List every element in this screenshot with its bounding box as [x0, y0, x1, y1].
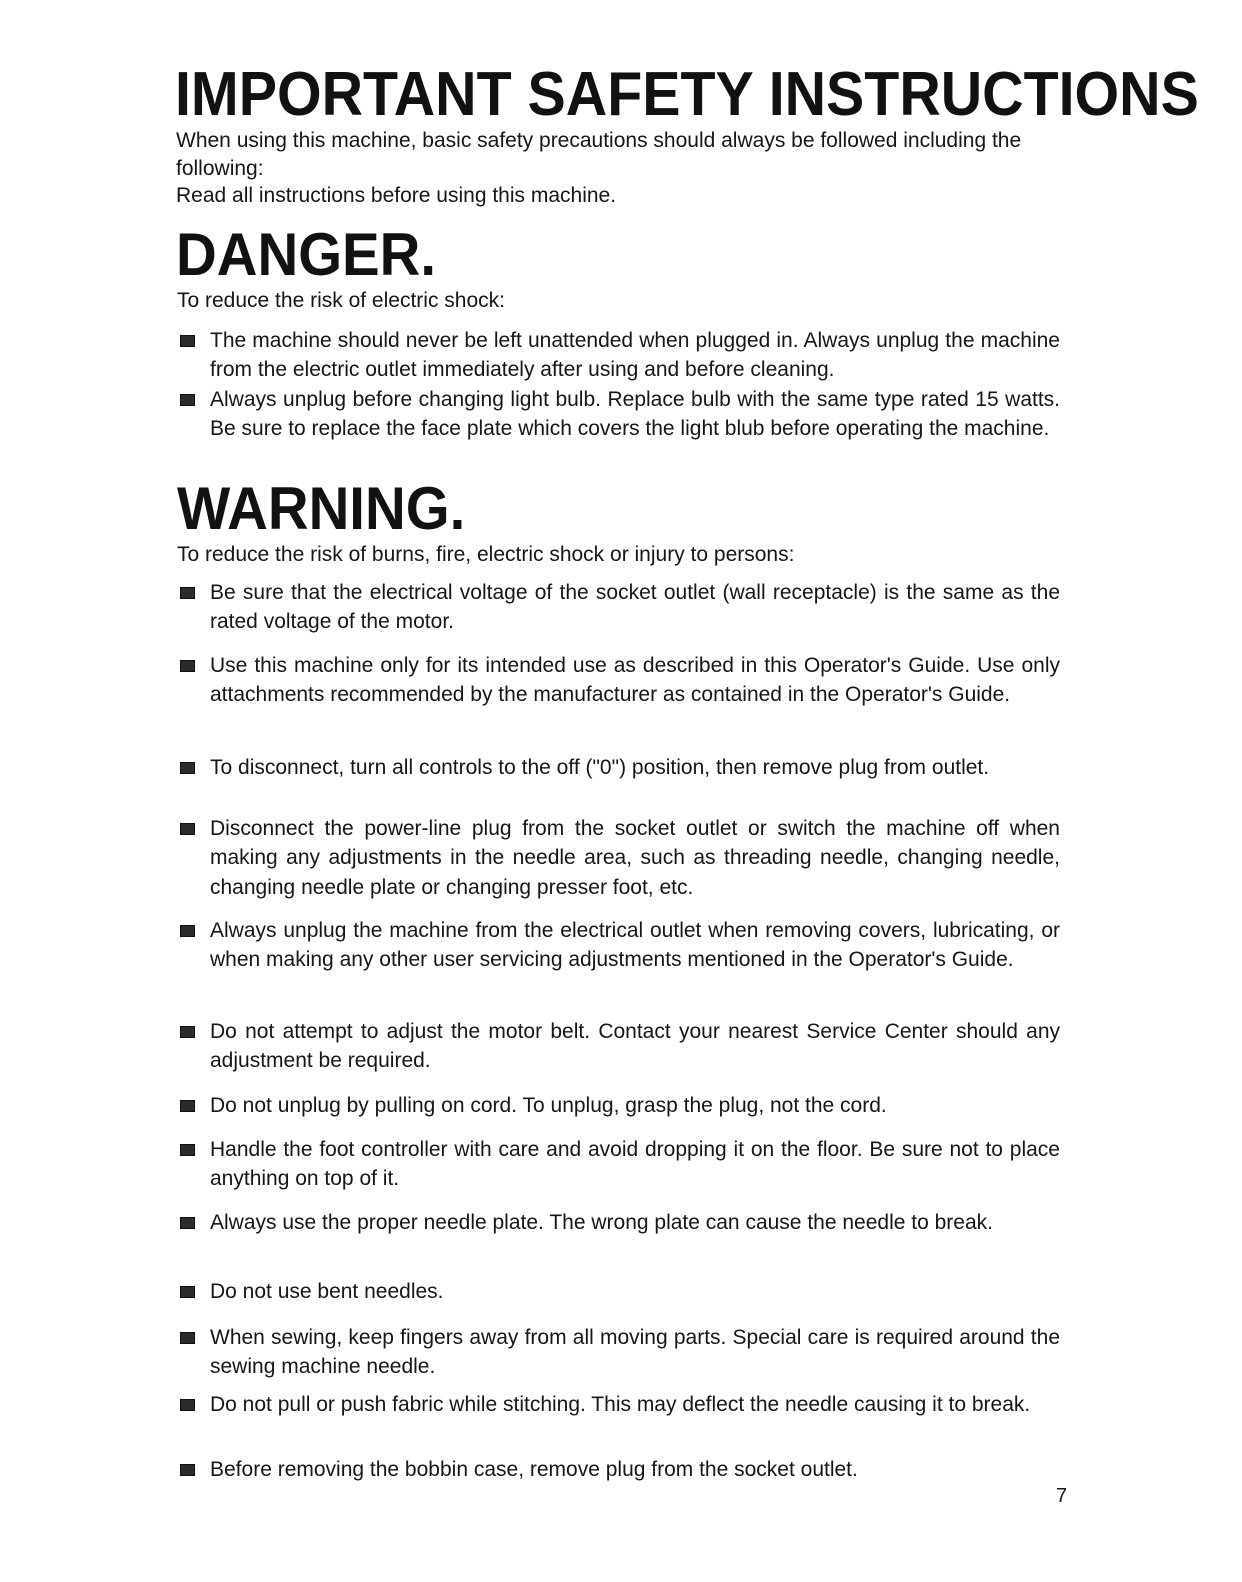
warning-item-text: Do not attempt to adjust the motor belt. Contact your nearest Service Center should any adjustment be required. — [210, 1020, 1060, 1073]
intro-text — [176, 127, 1056, 210]
danger-item — [180, 385, 1060, 444]
warning-item — [180, 916, 1060, 975]
square-bullet-icon — [180, 762, 195, 774]
warning-item — [180, 1017, 1060, 1076]
warning-item — [180, 651, 1060, 710]
warning-item — [180, 578, 1060, 637]
square-bullet-icon — [180, 1286, 195, 1298]
square-bullet-icon — [180, 1464, 195, 1476]
square-bullet-icon — [180, 335, 195, 347]
warning-item-text: Do not unplug by pulling on cord. To unplug, grasp the plug, not the cord. — [210, 1094, 887, 1117]
warning-item-text: Before removing the bobbin case, remove plug from the socket outlet. — [210, 1458, 858, 1481]
warning-item-text: Always unplug the machine from the electrical outlet when removing covers, lubricating, or when making any other user servicing adjustments mentioned in the Operator's Guide. — [210, 919, 1060, 972]
warning-item — [180, 1091, 1060, 1120]
warning-item — [180, 1455, 1060, 1484]
square-bullet-icon — [180, 1144, 195, 1156]
square-bullet-icon — [180, 925, 195, 937]
danger-heading: DANGER. — [176, 221, 437, 288]
warning-item-text: Do not use bent needles. — [210, 1280, 444, 1303]
square-bullet-icon — [180, 660, 195, 672]
intro-line: When using this machine, basic safety precautions should always be followed including the following: — [176, 129, 1022, 180]
warning-item — [180, 1208, 1060, 1237]
warning-item — [180, 1135, 1060, 1194]
warning-item-text: Use this machine only for its intended use as described in this Operator's Guide. Use only attachments recommended by the manufacturer as contained in the Operator's Guide. — [210, 654, 1060, 707]
danger-item — [180, 326, 1060, 385]
warning-item-text: Always use the proper needle plate. The wrong plate can cause the needle to break. — [210, 1211, 993, 1234]
warning-item — [180, 1390, 1060, 1419]
warning-item-text: Do not pull or push fabric while stitching. This may deflect the needle causing it to break. — [210, 1393, 1031, 1416]
warning-item-text: Handle the foot controller with care and avoid dropping it on the floor. Be sure not to place anything on top of it. — [210, 1138, 1060, 1191]
warning-item — [180, 753, 1060, 782]
page-number: 7 — [1056, 1485, 1068, 1507]
square-bullet-icon — [180, 823, 195, 835]
warning-lead: To reduce the risk of burns, fire, electric shock or injury to persons: — [177, 543, 795, 566]
warning-item — [180, 1277, 1060, 1306]
square-bullet-icon — [180, 1332, 195, 1344]
danger-item-text: The machine should never be left unattended when plugged in. Always unplug the machine from the electric outlet immediately after using and before cleaning. — [210, 329, 1060, 382]
warning-heading: WARNING. — [177, 475, 466, 542]
danger-lead: To reduce the risk of electric shock: — [177, 289, 505, 312]
square-bullet-icon — [180, 394, 195, 406]
square-bullet-icon — [180, 1217, 195, 1229]
warning-item-text: Disconnect the power-line plug from the socket outlet or switch the machine off when making any adjustments in the needle area, such as threading needle, changing needle, changing needle plate or changing presser foot, etc. — [210, 817, 1060, 899]
page-title: IMPORTANT SAFETY INSTRUCTIONS — [175, 60, 1199, 129]
square-bullet-icon — [180, 1399, 195, 1411]
square-bullet-icon — [180, 1100, 195, 1112]
warning-item — [180, 1323, 1060, 1382]
danger-item-text: Always unplug before changing light bulb. Replace bulb with the same type rated 15 watts. Be sure to replace the face plate which covers the light blub before operating the machine. — [210, 388, 1060, 441]
intro-line: Read all instructions before using this machine. — [176, 184, 617, 207]
square-bullet-icon — [180, 1026, 195, 1038]
warning-item-text: To disconnect, turn all controls to the off ("0") position, then remove plug from outlet. — [210, 756, 990, 779]
square-bullet-icon — [180, 587, 195, 599]
warning-item-text: When sewing, keep fingers away from all moving parts. Special care is required around the sewing machine needle. — [210, 1326, 1060, 1379]
warning-item-text: Be sure that the electrical voltage of the socket outlet (wall receptacle) is the same as the rated voltage of the motor. — [210, 581, 1060, 634]
warning-item — [180, 814, 1060, 902]
